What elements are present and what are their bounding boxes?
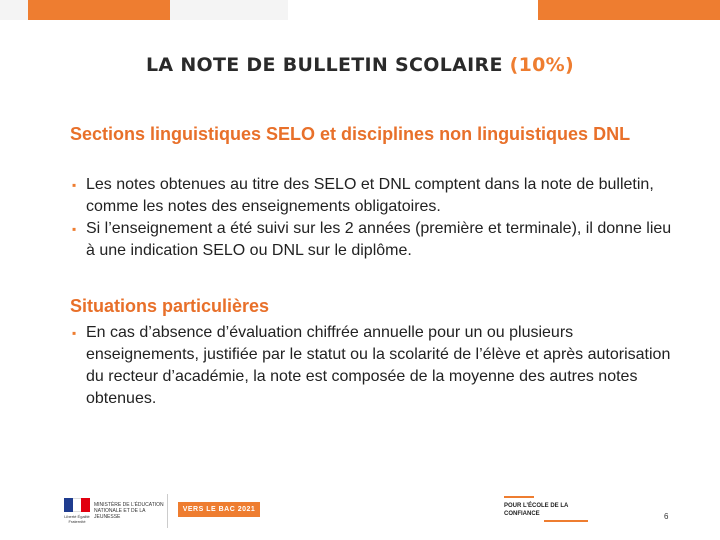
section-heading-situations: Situations particulières — [70, 296, 270, 316]
slide-title-accent: (10%) — [509, 54, 574, 76]
logo-accent-line — [504, 496, 534, 498]
french-flag-icon — [64, 498, 90, 512]
marianne-flag-block — [64, 496, 90, 526]
bullet-icon: ▪ — [72, 178, 77, 192]
list-item — [72, 218, 672, 262]
top-band-white — [288, 0, 538, 20]
ministry-logo — [64, 494, 168, 528]
logo-accent-line — [544, 520, 588, 522]
bullet-icon: ▪ — [72, 222, 77, 236]
bullet-text: En cas d’absence d’évaluation chiffrée annuelle pour un ou plusieurs enseignements, justifiée par le statut ou la scolarité de l’élève et après autorisation du recteur d’académie, la note est composée de la moyenne des autres notes obtenues. — [86, 324, 671, 407]
list-item — [72, 174, 672, 218]
bullet-list-selo-dnl — [72, 174, 672, 262]
slide-title — [0, 54, 720, 76]
vers-le-bac-badge: VERS LE BAC 2021 — [178, 502, 260, 517]
ecole-confiance-logo — [504, 496, 588, 524]
top-band-light-mid — [170, 0, 288, 20]
page-number: 6 — [664, 512, 669, 521]
bullet-text: Les notes obtenues au titre des SELO et DNL comptent dans la note de bulletin, comme les notes des enseignements obligatoires. — [86, 176, 654, 215]
top-band-light-left — [0, 0, 28, 20]
ecole-confiance-text: POUR L’ÉCOLE DE LA CONFIANCE — [504, 503, 569, 517]
slide-title-main: LA NOTE DE BULLETIN SCOLAIRE — [146, 54, 503, 76]
bullet-icon: ▪ — [72, 326, 77, 340]
top-band-orange-right — [538, 0, 720, 20]
flag-caption: Liberté Égalité Fraternité — [64, 514, 90, 524]
section-heading-selo-dnl: Sections linguistiques SELO et disciplines non linguistiques DNL — [70, 124, 631, 144]
list-item — [72, 322, 672, 410]
bullet-list-situations — [72, 322, 672, 410]
ministry-name: MINISTÈRE DE L’ÉDUCATION NATIONALE ET DE LA JEUNESSE — [94, 502, 164, 520]
bullet-text: Si l’enseignement a été suivi sur les 2 années (première et terminale), il donne lieu à une indication SELO ou DNL sur le diplôme. — [86, 220, 672, 259]
top-band-orange-left — [28, 0, 170, 20]
